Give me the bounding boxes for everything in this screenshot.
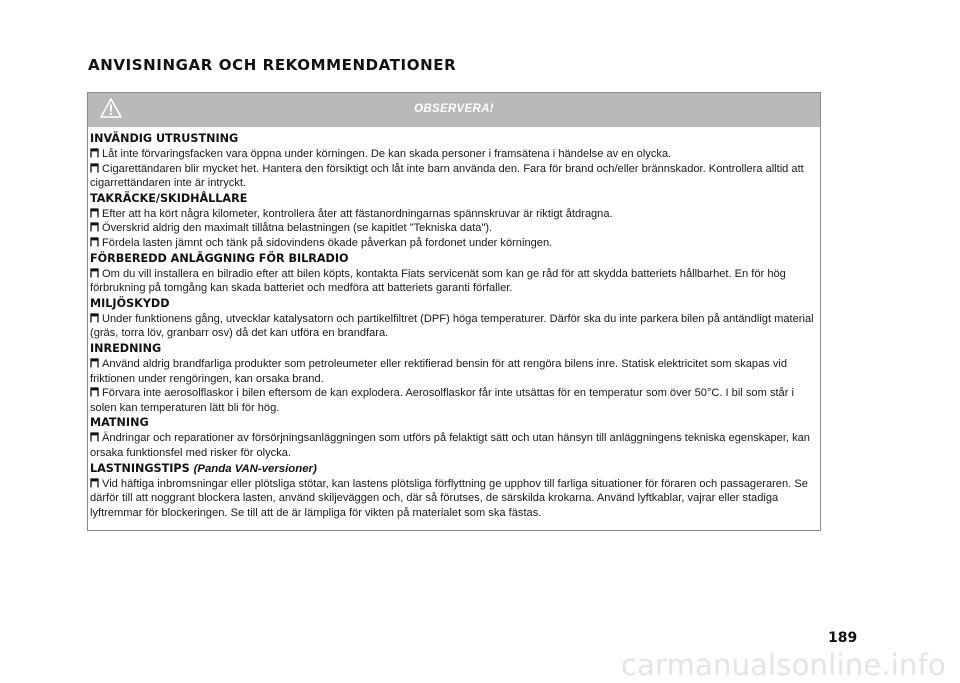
- bullet-icon: [90, 387, 99, 397]
- section-title: FÖRBEREDD ANLÄGGNING FÖR BILRADIO: [90, 251, 349, 265]
- paragraph-text: Förvara inte aerosolflaskor i bilen eftersom de kan explodera. Aerosolflaskor får inte utsättas för en temperatur som över 50°C. I bil som står i solen kan temperaturen lätt bli för hög.: [90, 387, 794, 414]
- paragraph-text: Vid häftiga inbromsningar eller plötsliga stötar, kan lastens plötsliga förflyttning ge upphov till farliga situationer för föraren och passageraren. Se därför till att noggrant blockera lasten, använd skiljeväggen och, där så förutses, de särskilda krokarna. Använd lyftkablar, vajrar eller stadiga lyftremmar för blockeringen. Se till att de är lämpliga för vikten på materialet som ska fästas.: [90, 477, 808, 519]
- bullet-icon: [90, 163, 99, 173]
- paragraph-text: Ändringar och reparationer av försörjningsanläggningen som utförs på felaktigt sätt och utan hänsyn till anläggningens tekniska egenskaper, kan orsaka funktionsfel med risker för olycka.: [90, 432, 810, 459]
- warning-header: [88, 93, 820, 127]
- warning-body: [88, 127, 820, 520]
- page-number: 189: [828, 630, 858, 646]
- paragraph: [90, 267, 816, 296]
- paragraph-text: Fördela lasten jämnt och tänk på sidovindens ökade påverkan på fordonet under körningen.: [102, 236, 553, 249]
- paragraph: [90, 147, 816, 162]
- section-title: TAKRÄCKE/SKIDHÅLLARE: [90, 191, 248, 205]
- paragraph: [90, 236, 816, 251]
- paragraph: [90, 207, 816, 222]
- warning-box: [87, 92, 821, 531]
- section-title: INREDNING: [90, 341, 162, 355]
- warning-title: OBSERVERA!: [414, 103, 494, 115]
- section-title: [90, 461, 816, 477]
- bullet-icon: [90, 208, 99, 218]
- section-title-text: LASTNINGSTIPS: [90, 461, 190, 475]
- paragraph: [90, 357, 816, 386]
- section-title: INVÄNDIG UTRUSTNING: [90, 132, 239, 145]
- paragraph-text: Cigarettändaren blir mycket het. Hantera den försiktigt och låt inte barn använda den. Fara för brand och/eller brännskador. Kontrollera alltid att cigarrettändaren inte är intryckt.: [90, 162, 804, 190]
- bullet-icon: [90, 268, 99, 278]
- bullet-icon: [90, 432, 99, 442]
- bullet-icon: [90, 237, 99, 247]
- paragraph-text: Om du vill installera en bilradio efter att bilen köpts, kontakta Fiats servicenät som kan ge råd för att skydda batteriets hållbarhet. En för hög förbrukning på tomgång kan skada batteriet och medföra att batteriets garanti förfaller.: [90, 267, 786, 295]
- bullet-icon: [90, 478, 99, 488]
- paragraph: [90, 312, 816, 341]
- paragraph: [90, 386, 816, 415]
- bullet-icon: [90, 358, 99, 368]
- paragraph: [90, 221, 816, 236]
- bullet-icon: [90, 313, 99, 323]
- paragraph: [90, 477, 816, 521]
- bullet-icon: [90, 148, 99, 158]
- paragraph: [90, 431, 816, 460]
- paragraph-text: Låt inte förvaringsfacken vara öppna under körningen. De kan skada personer i framsätena i händelse av en olycka.: [102, 148, 672, 160]
- watermark: carmanualsonline.info: [620, 648, 946, 682]
- section-title: MATNING: [90, 416, 149, 430]
- bullet-icon: [90, 222, 99, 232]
- paragraph-text: Efter att ha kört några kilometer, kontrollera åter att fästanordningarnas spännskruvar är riktigt åtdragna.: [102, 207, 613, 220]
- paragraph-text: Använd aldrig brandfarliga produkter som petroleumeter eller rektifierad bensin för att rengöra bilens inre. Statisk elektricitet som skapas vid friktionen under rengöringen, kan orsaka brand.: [90, 357, 788, 385]
- page-title: ANVISNINGAR OCH REKOMMENDATIONER: [88, 56, 457, 74]
- paragraph-text: Överskrid aldrig den maximalt tillåtna belastningen (se kapitlet "Tekniska data").: [102, 222, 493, 235]
- section-subtitle: (Panda VAN-versioner): [193, 462, 317, 475]
- paragraph-text: Under funktionens gång, utvecklar katalysatorn och partikelfiltret (DPF) höga temperaturer. Därför ska du inte parkera bilen på antändligt material (gräs, torra löv, granbarr osv) då det kan utföra en brandfara.: [90, 312, 814, 340]
- section-title: MILJÖSKYDD: [90, 296, 170, 310]
- paragraph: [90, 162, 816, 191]
